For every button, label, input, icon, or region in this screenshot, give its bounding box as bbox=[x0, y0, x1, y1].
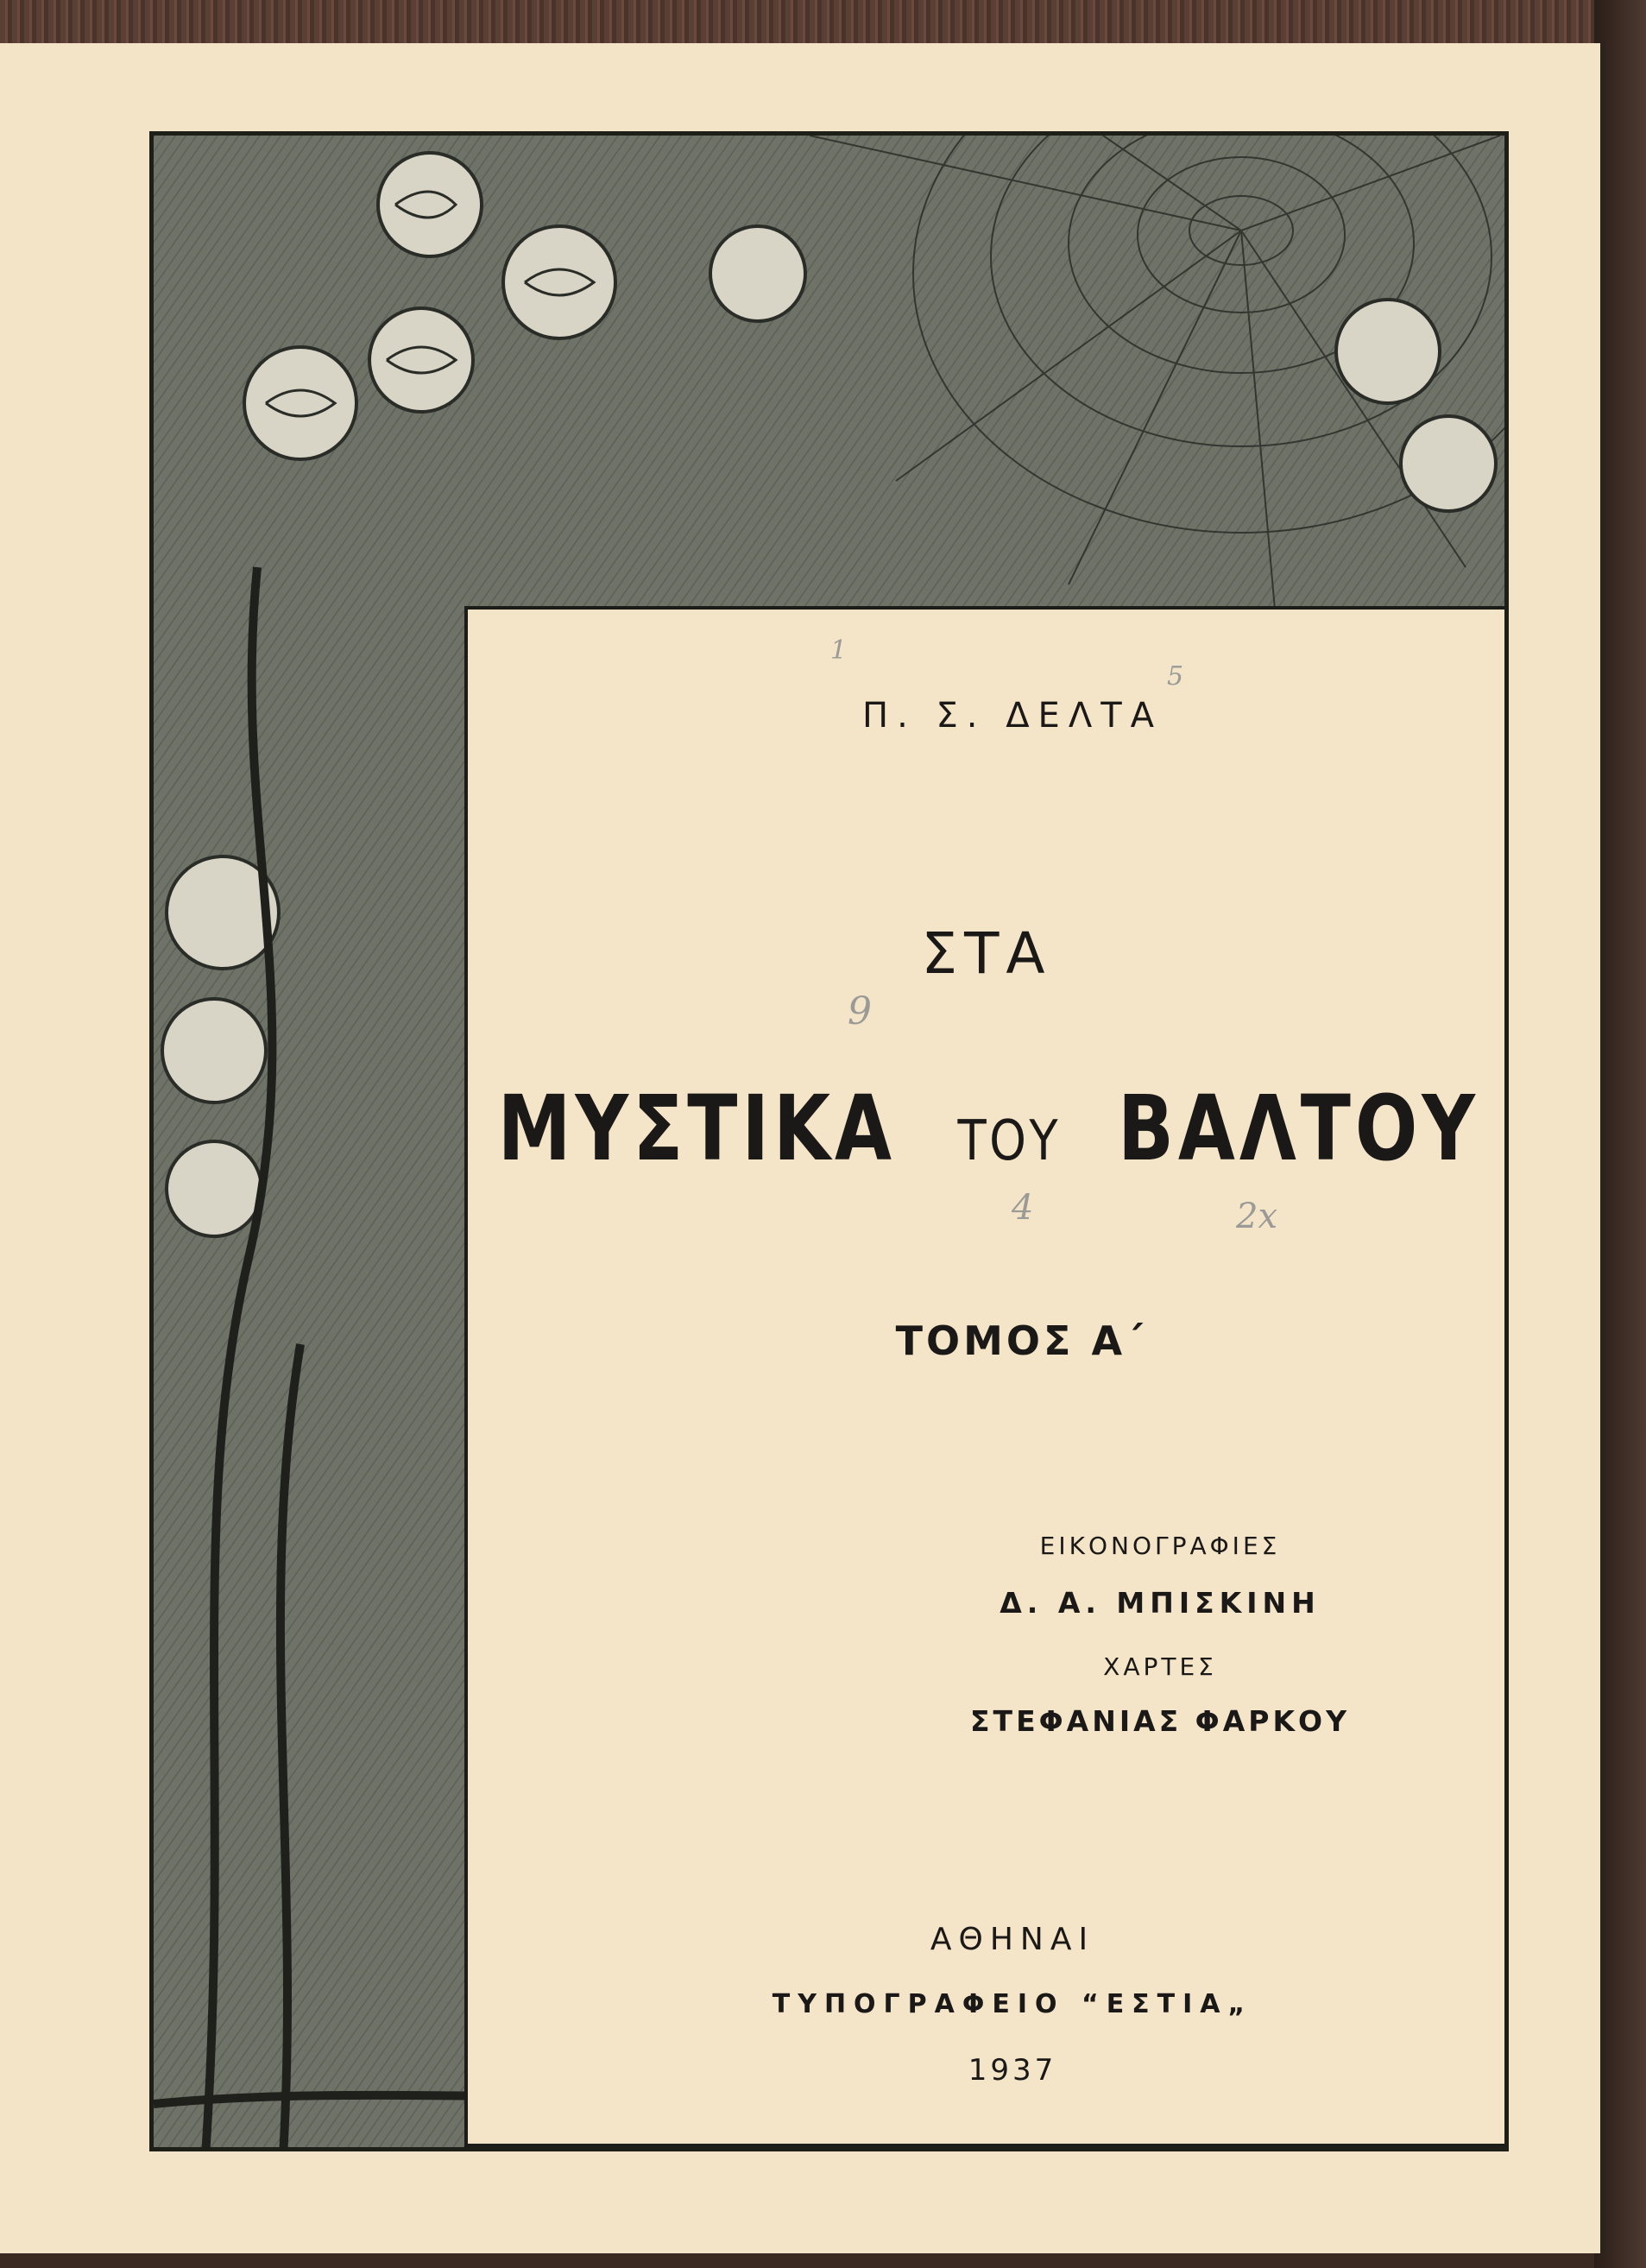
title-page bbox=[0, 43, 1605, 2253]
map-maker-name: ΣΤΕΦΑΝΙΑΣ ΦΑΡΚΟΥ bbox=[970, 1704, 1350, 1738]
main-title bbox=[468, 1076, 1505, 1188]
illustrations-label: ΕΙΚΟΝΟΓΡΑΦΙΕΣ bbox=[1039, 1532, 1281, 1560]
publication-year: 1937 bbox=[968, 2053, 1057, 2088]
illustrator-name: Δ. Α. ΜΠΙΣΚΙΝΗ bbox=[1000, 1586, 1321, 1620]
title-word-3: ΒΑΛΤΟΥ bbox=[1118, 1076, 1480, 1181]
title-word-1: ΜΥΣΤΙΚΑ bbox=[497, 1076, 896, 1181]
pencil-mark: 9 bbox=[848, 989, 872, 1033]
title-word-2: ΤΟΥ bbox=[957, 1109, 1061, 1173]
publisher-name: ΤΥΠΟΓΡΑΦΕΙΟ “ΕΣΤΙΑ„ bbox=[772, 1989, 1253, 2019]
publication-city: ΑΘΗΝΑΙ bbox=[930, 1922, 1095, 1957]
title-line-1: ΣΤΑ bbox=[921, 920, 1052, 987]
pencil-mark: 2x bbox=[1236, 1197, 1278, 1236]
maps-label: ΧΑΡΤΕΣ bbox=[1103, 1652, 1217, 1681]
title-panel bbox=[464, 606, 1509, 2147]
decorative-frame bbox=[149, 131, 1509, 2151]
pencil-mark: 5 bbox=[1167, 661, 1184, 692]
pencil-mark: 4 bbox=[1012, 1188, 1034, 1228]
pencil-mark: 1 bbox=[830, 635, 848, 666]
author-name: Π. Σ. ΔΕΛΤΑ bbox=[861, 696, 1163, 736]
volume-label: ΤΟΜΟΣ Α΄ bbox=[895, 1317, 1147, 1364]
